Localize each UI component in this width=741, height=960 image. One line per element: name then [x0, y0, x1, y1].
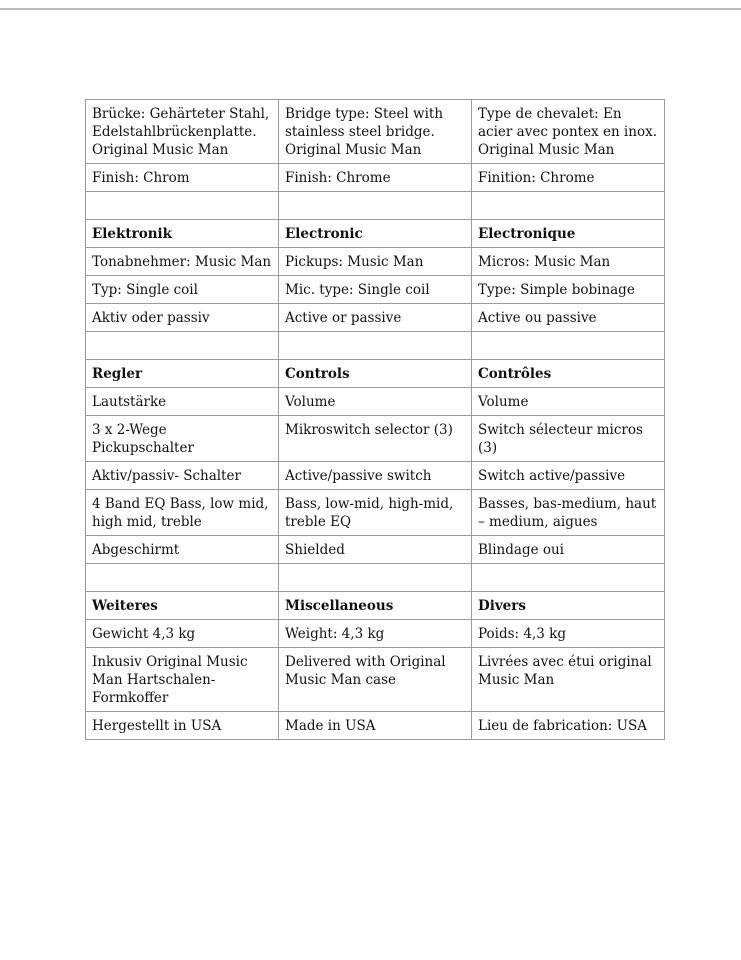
table-row-shielded [86, 536, 665, 564]
empty-cell [86, 332, 279, 360]
table-cell-de: Finish: Chrom [86, 164, 279, 192]
table-cell-fr: Finition: Chrome [472, 164, 665, 192]
table-cell-en: Mikroswitch selector (3) [279, 416, 472, 462]
table-cell-en: Delivered with Original Music Man case [279, 648, 472, 712]
table-cell-fr: Basses, bas-medium, haut – medium, aigues [472, 490, 665, 536]
table-cell-de: Brücke: Gehärteter Stahl, Edelstahlbrückenplatte. Original Music Man [86, 100, 279, 164]
table-row-pickups [86, 248, 665, 276]
heading-cell-en: Electronic [279, 220, 472, 248]
heading-cell-de: Regler [86, 360, 279, 388]
table-cell-de: Hergestellt in USA [86, 712, 279, 740]
table-cell-en: Bridge type: Steel with stainless steel bridge. Original Music Man [279, 100, 472, 164]
empty-cell [279, 564, 472, 592]
table-row-origin [86, 712, 665, 740]
table-row-active-switch [86, 462, 665, 490]
table-row-bridge [86, 100, 665, 164]
table-cell-fr: Type de chevalet: En acier avec pontex en inox. Original Music Man [472, 100, 665, 164]
empty-cell [472, 192, 665, 220]
table-cell-de: Tonabnehmer: Music Man [86, 248, 279, 276]
table-row-pickup-switch [86, 416, 665, 462]
table-cell-fr: Switch sélecteur micros (3) [472, 416, 665, 462]
table-cell-fr: Lieu de fabrication: USA [472, 712, 665, 740]
empty-cell [279, 332, 472, 360]
empty-cell [472, 332, 665, 360]
table-row-weight [86, 620, 665, 648]
table-cell-de: Typ: Single coil [86, 276, 279, 304]
top-divider [0, 8, 741, 10]
table-cell-de: Aktiv/passiv- Schalter [86, 462, 279, 490]
table-cell-de: Inkusiv Original Music Man Hartschalen-Formkoffer [86, 648, 279, 712]
table-cell-fr: Poids: 4,3 kg [472, 620, 665, 648]
section-heading-miscellaneous [86, 592, 665, 620]
table-cell-en: Mic. type: Single coil [279, 276, 472, 304]
empty-cell [86, 192, 279, 220]
table-cell-de: 3 x 2-Wege Pickupschalter [86, 416, 279, 462]
table-row-volume [86, 388, 665, 416]
section-heading-electronic [86, 220, 665, 248]
heading-cell-de: Weiteres [86, 592, 279, 620]
heading-cell-fr: Divers [472, 592, 665, 620]
heading-cell-en: Controls [279, 360, 472, 388]
table-row-active-passive [86, 304, 665, 332]
heading-cell-fr: Contrôles [472, 360, 665, 388]
table-cell-en: Pickups: Music Man [279, 248, 472, 276]
heading-cell-en: Miscellaneous [279, 592, 472, 620]
table-cell-de: Lautstärke [86, 388, 279, 416]
table-cell-fr: Switch active/passive [472, 462, 665, 490]
table-cell-en: Bass, low-mid, high-mid, treble EQ [279, 490, 472, 536]
table-cell-en: Finish: Chrome [279, 164, 472, 192]
table-row-case [86, 648, 665, 712]
table-cell-de: Gewicht 4,3 kg [86, 620, 279, 648]
spec-table [85, 99, 665, 740]
table-row-spacer [86, 192, 665, 220]
table-cell-en: Active/passive switch [279, 462, 472, 490]
table-cell-fr: Active ou passive [472, 304, 665, 332]
table-row-pickup-type [86, 276, 665, 304]
table-cell-de: Aktiv oder passiv [86, 304, 279, 332]
section-heading-controls [86, 360, 665, 388]
table-cell-de: 4 Band EQ Bass, low mid, high mid, treble [86, 490, 279, 536]
table-row-eq [86, 490, 665, 536]
spec-table-body [86, 100, 665, 740]
table-cell-fr: Type: Simple bobinage [472, 276, 665, 304]
table-cell-fr: Livrées avec étui original Music Man [472, 648, 665, 712]
table-cell-en: Shielded [279, 536, 472, 564]
table-cell-fr: Micros: Music Man [472, 248, 665, 276]
table-cell-en: Active or passive [279, 304, 472, 332]
table-row-spacer [86, 564, 665, 592]
table-cell-en: Volume [279, 388, 472, 416]
heading-cell-de: Elektronik [86, 220, 279, 248]
table-cell-fr: Blindage oui [472, 536, 665, 564]
table-cell-en: Made in USA [279, 712, 472, 740]
table-cell-fr: Volume [472, 388, 665, 416]
empty-cell [279, 192, 472, 220]
table-row-finish [86, 164, 665, 192]
table-cell-en: Weight: 4,3 kg [279, 620, 472, 648]
heading-cell-fr: Electronique [472, 220, 665, 248]
empty-cell [86, 564, 279, 592]
table-cell-de: Abgeschirmt [86, 536, 279, 564]
table-row-spacer [86, 332, 665, 360]
empty-cell [472, 564, 665, 592]
